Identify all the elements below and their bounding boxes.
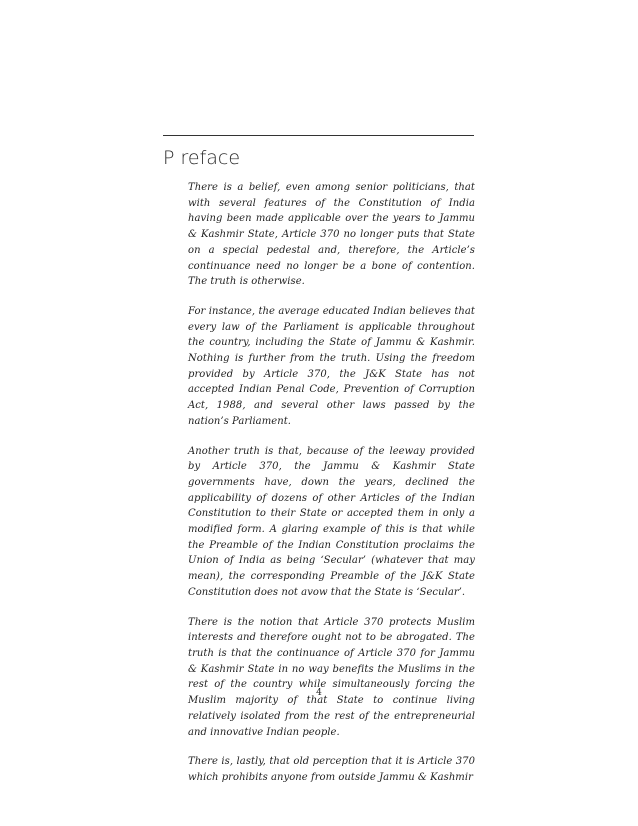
- paragraph-laws: For instance, the average educated Indian believes that every law of the Parliament is applicable throughout the country, including the State of Jammu & Kashmir. Nothing is further from the truth. Using the freedom provided by Article 370, the J&K State has not accepted Indian Penal Code, Prevention of Corruption Act, 1988, and several other laws passed by the nation’s Parliament.: [188, 305, 475, 427]
- section-heading: P reface: [163, 147, 241, 169]
- page-number: 4: [316, 688, 322, 698]
- paragraph-articles: Another truth is that, because of the leeway provided by Article 370, the Jammu & Kashmir State governments have, down the years, declined the applicability of dozens of other Articles of the Indian Constitution to their State or accepted them in only a modified form. A glaring example of this is that while the Preamble of the Indian Constitution proclaims the Union of India as being ‘Secular’ (whatever that may mean), the corresponding Preamble of the J&K State Constitution does not avow that the State is ‘Secular’.: [188, 445, 475, 598]
- paragraph-belief: There is a belief, even among senior politicians, that with several features of the Constitution of India having been made applicable over the years to Jammu & Kashmir State, Article 370 no longer puts that State on a special pedestal and, therefore, the Article’s continuance need no longer be a bone of contention. The truth is otherwise.: [188, 182, 475, 288]
- heading-rule: [163, 135, 474, 136]
- paragraph-perception: There is, lastly, that old perception that it is Article 370 which prohibits anyone from outside Jammu & Kashmir: [188, 756, 475, 783]
- paragraph-muslim-interests: There is the notion that Article 370 protects Muslim interests and therefore ought not to be abrogated. The truth is that the continuance of Article 370 for Jammu & Kashmir State in no way benefits the Muslims in the rest of the country while simultaneously forcing the Muslim majority of that State to continue living relatively isolated from the rest of the entrepreneurial and innovative Indian people.: [188, 616, 475, 738]
